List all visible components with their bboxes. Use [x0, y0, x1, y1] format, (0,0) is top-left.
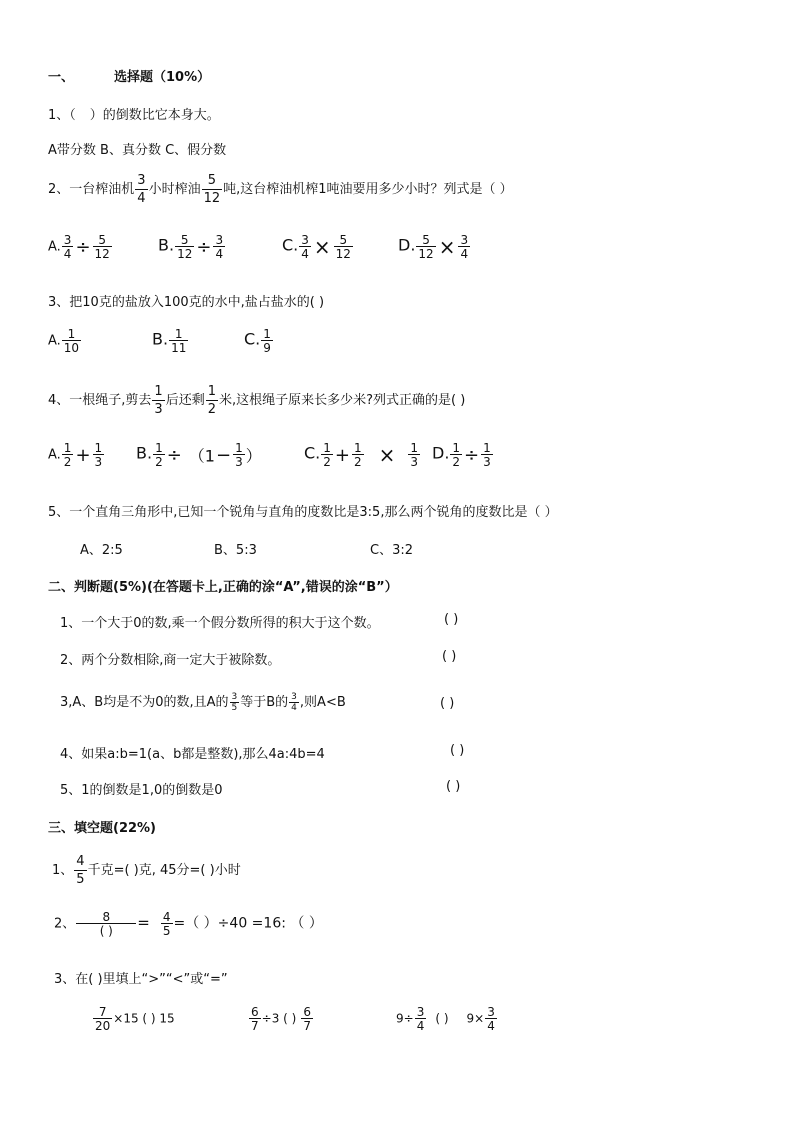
option-label: A. — [48, 333, 61, 349]
option-label: C. — [282, 235, 299, 255]
option-label: D. — [398, 235, 416, 255]
q2-option-c: C. $\frac{3}{4}$ × $\frac{5}{12}$ — [282, 233, 351, 261]
section-2-heading: 二、判断题(5%)(在答题卡上,正确的涂“A”,错误的涂“B”） — [48, 580, 398, 595]
q2-option-b: B. $\frac{5}{12}$ ÷ $\frac{3}{4}$ — [158, 233, 224, 261]
option-label: B. — [158, 235, 175, 255]
judge-5-answer-paren: ( ) — [446, 779, 461, 794]
judge-1-answer-paren: ( ) — [444, 612, 459, 627]
option-label: A. — [48, 447, 61, 463]
divide-sign: ÷ — [75, 236, 91, 258]
fill-3-expr-2: $\frac{6}{7}$ ÷3 ( ) $\frac{6}{7}$ — [251, 1005, 311, 1033]
q4-text-a: 4、一根绳子,剪去 — [48, 393, 152, 408]
judge-3-answer-paren: ( ) — [440, 696, 455, 711]
multiply-sign: × — [313, 235, 331, 259]
q5-option-a: A、2:5 — [80, 543, 123, 558]
fill-3-expr-3: 9÷ $\frac{3}{4}$ ( ) 9× $\frac{3}{4}$ — [396, 1005, 495, 1033]
question-5: 5、一个直角三角形中,已知一个锐角与直角的度数比是3:5,那么两个锐角的度数比是（ ） — [48, 505, 558, 520]
q1-options: A带分数 B、真分数 C、假分数 — [48, 143, 227, 158]
q2-option-d: D. $\frac{5}{12}$ × $\frac{3}{4}$ — [398, 233, 469, 261]
q4-option-b: B. $\frac{1}{2}$ ÷ （1− $\frac{1}{3}$ ） — [136, 441, 262, 469]
fill-1: 1、 $\frac{4}{5}$ 千克=( )克, 45分=( )小时 — [52, 854, 241, 887]
q4-text-c: 米,这根绳子原来长多少米?列式正确的是( ) — [218, 393, 466, 408]
divide-sign: ÷ — [196, 236, 212, 258]
q2-option-a: A. $\frac{3}{4}$ ÷ $\frac{5}{12}$ — [48, 233, 110, 261]
option-label: B. — [152, 329, 169, 349]
q1-prefix: 1、（ — [48, 108, 76, 123]
question-4: 4、一根绳子,剪去 $\frac{1}{3}$ 后还剩 $\frac{1}{2}$ 米,这根绳子原来长多少米?列式正确的是( ) — [48, 384, 466, 417]
judge-2-answer-paren: ( ) — [442, 649, 457, 664]
q4-option-d: D. $\frac{1}{2}$ ÷ $\frac{1}{3}$ — [432, 441, 491, 469]
fill-2: 2、 $\frac{8}{( )}$ = $\frac{4}{5}$ =（ ）÷40 =16: （ ） — [54, 910, 323, 938]
option-label: B. — [136, 443, 153, 463]
q2-text-b: 小时榨油 — [148, 182, 201, 197]
option-label: D. — [432, 443, 450, 463]
section-1-number: 一、 — [48, 70, 75, 85]
fill-3: 3、在( )里填上“>”“<”或“=” — [54, 972, 228, 987]
question-1 — [48, 104, 220, 123]
q4-option-c: C. $\frac{1}{2}$ + $\frac{1}{2}$ × $\frac{1}{3}$ — [304, 441, 419, 469]
fill-3-expr-1: $\frac{7}{20}$ ×15 ( ) 15 — [95, 1005, 175, 1033]
q2-fraction-5-12: $\frac{5}{12}$ — [203, 173, 221, 206]
question-3: 3、把10克的盐放入100克的水中,盐占盐水的( ) — [48, 295, 325, 310]
judge-1: 1、一个大于0的数,乘一个假分数所得的积大于这个数。 — [60, 616, 380, 631]
q1-stem: ）的倒数比它本身大。 — [89, 108, 220, 123]
q2-text-c: 吨,这台榨油机榨1吨油要用多少小时？列式是（ ） — [223, 182, 513, 197]
q4-text-b: 后还剩 — [165, 393, 205, 408]
judge-5: 5、1的倒数是1,0的倒数是0 — [60, 783, 223, 798]
question-2 — [48, 174, 513, 205]
q3-option-b: B. $\frac{1}{11}$ — [152, 327, 187, 355]
q5-option-b: B、5:3 — [214, 543, 257, 558]
q2-fraction-3-4: $\frac{3}{4}$ — [137, 173, 146, 206]
option-label: A. — [48, 239, 61, 255]
option-label: C. — [304, 443, 321, 463]
section-1-title: 选择题（10%） — [114, 70, 211, 85]
option-label: C. — [244, 329, 261, 349]
q3-option-c: C. $\frac{1}{9}$ — [244, 327, 271, 355]
judge-4: 4、如果a:b=1(a、b都是整数),那么4a:4b=4 — [60, 747, 325, 762]
judge-3: 3,A、B均是不为0的数,且A的 $\frac{3}{5}$ 等于B的 $\frac{3}{4}$ ,则A<B — [60, 691, 346, 713]
q3-option-a: A. $\frac{1}{10}$ — [48, 327, 80, 355]
q2-text-a: 2、一台榨油机 — [48, 182, 135, 197]
section-3-heading: 三、填空题(22%) — [48, 821, 156, 836]
judge-4-answer-paren: ( ) — [450, 743, 465, 758]
q4-option-a: A. $\frac{1}{2}$ + $\frac{1}{3}$ — [48, 441, 103, 469]
multiply-sign: × — [438, 235, 456, 259]
judge-2: 2、两个分数相除,商一定大于被除数。 — [60, 653, 281, 668]
section-1-heading — [48, 66, 210, 85]
q5-option-c: C、3:2 — [370, 543, 413, 558]
